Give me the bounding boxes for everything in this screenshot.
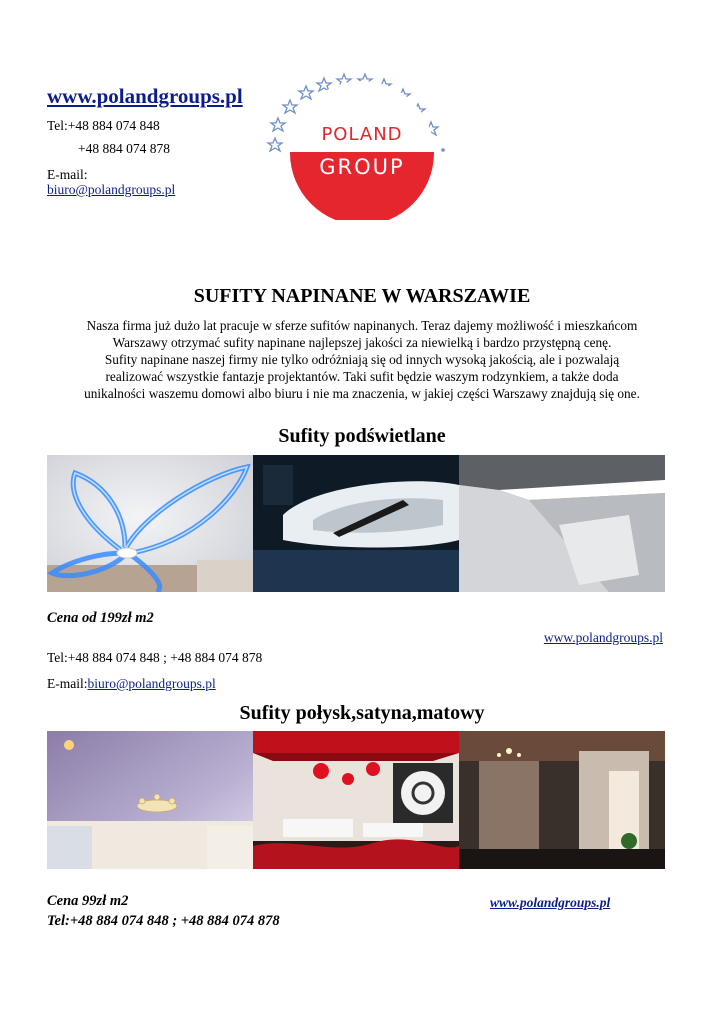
- section-title-backlit: Sufity podświetlane: [278, 425, 446, 447]
- price-backlit: Cena od 199zł m2: [47, 610, 154, 626]
- phone-line-1: Tel:+48 884 074 848: [47, 118, 160, 133]
- email-label-section1: E-mail:: [47, 676, 88, 691]
- photo-red-gloss-living-room: [253, 731, 459, 869]
- photo-gloss-ceiling-chandelier: [47, 731, 253, 869]
- page-title: SUFITY NAPINANE W WARSZAWIE: [193, 285, 531, 307]
- email-label: E-mail:: [47, 167, 88, 182]
- intro-line: realizować wszystkie fantazje projektantów. Taki sufit będzie waszym rodzynkiem, a także doda: [105, 369, 619, 384]
- intro-line: Nasza firma już dużo lat pracuje w sferze sufitów napinanych. Teraz dajemy możliwość i mieszkańcom: [86, 318, 638, 333]
- email-link-section1[interactable]: biuro@polandgroups.pl: [87, 676, 216, 691]
- section-title-gloss-satin-matte: Sufity połysk,satyna,matowy: [239, 702, 485, 724]
- website-link[interactable]: www.polandgroups.pl: [47, 84, 243, 108]
- photo-backlit-white-ceiling: [459, 455, 665, 592]
- photo-matte-ceiling-interior: [459, 731, 665, 869]
- phones-section1: Tel:+48 884 074 848 ; +48 884 074 878: [47, 650, 263, 665]
- intro-line: unikalności waszemu domowi albo biuru i nie ma znaczenia, w jakiej części Warszawy znajdują się one.: [84, 386, 640, 401]
- website-link-section2[interactable]: www.polandgroups.pl: [490, 895, 611, 910]
- price-gloss: Cena 99zł m2: [47, 893, 129, 909]
- logo-text-group: GROUP: [319, 155, 405, 179]
- website-link-section1[interactable]: www.polandgroups.pl: [543, 630, 663, 645]
- phone-line-2: +48 884 074 878: [78, 141, 170, 156]
- intro-line: Warszawy otrzymać sufity napinane najlepszej jakości za niewielką i bardzo przystępną cenę.: [112, 335, 612, 350]
- poland-group-logo: [262, 70, 452, 220]
- logo-graphic: [262, 70, 452, 220]
- photo-backlit-dark-ceiling: [253, 455, 459, 592]
- intro-paragraph: [40, 317, 684, 402]
- photo-backlit-flower-ceiling: [47, 455, 253, 592]
- email-link[interactable]: biuro@polandgroups.pl: [47, 182, 176, 197]
- email-section1: [47, 676, 216, 692]
- phones-section2: Tel:+48 884 074 848 ; +48 884 074 878: [47, 913, 280, 929]
- logo-text-poland: POLAND: [321, 124, 403, 145]
- intro-line: Sufity napinane naszej firmy nie tylko odróżniają się od innych wysoką jakością, ale i pozwalają: [104, 352, 620, 367]
